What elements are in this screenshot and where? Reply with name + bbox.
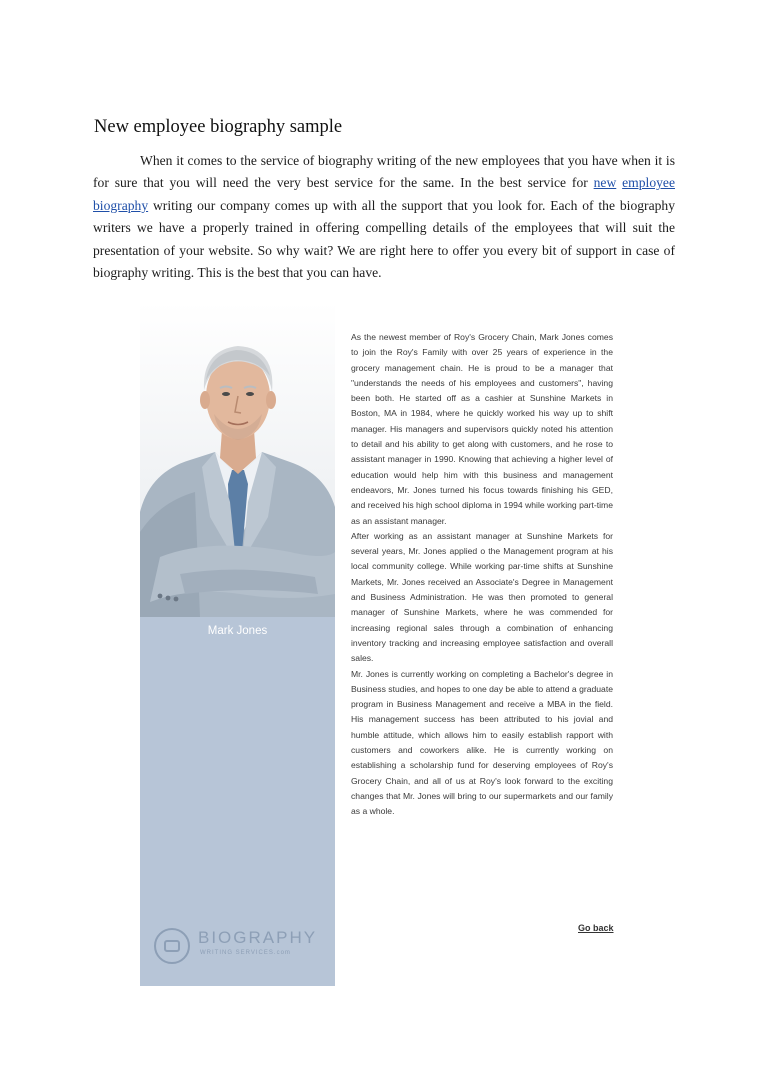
link-new[interactable]: new xyxy=(593,175,617,191)
go-back-link[interactable]: Go back xyxy=(578,923,614,933)
bio-sample-image xyxy=(140,302,630,986)
logo-name: BIOGRAPHY xyxy=(198,928,318,947)
person-name-caption: Mark Jones xyxy=(207,625,268,637)
profile-sidebar xyxy=(140,302,335,986)
biography-logo xyxy=(154,924,329,972)
intro-text-end: writing our company comes up with all the support that you look for. Each of the biography writers we have a properly trained in offering compelling details of the employees that will suit the presentation of your website. So why wait? We are right here to offer you every bit of support in case of biography writing. This is the best that you can have. xyxy=(93,197,675,281)
link-biography[interactable]: biography xyxy=(93,197,149,213)
document-title: New employee biography sample xyxy=(94,117,343,137)
portrait-illustration xyxy=(140,302,335,617)
bio-paragraph: After working as an assistant manager at Sunshine Markets for several years, Mr. Jones applied o the Management program at his local community college. While working par-time shifts at Sunshine Markets, Mr. Jones received an Associate's Degree in Management and Business Administration. He was then promoted to general manager of Sunshine Markets, where he was commended for increasing regional sales through a combination of enhancing inventory tracking and increasing employee satisfaction and overall sales. xyxy=(351,530,613,664)
bio-paragraph: As the newest member of Roy's Grocery Chain, Mark Jones comes to join the Roy's Family with over 25 years of experience in the grocery management chain. He is proud to be a manager that "understands the needs of his employees and customers", having been both. He started off as a cashier at Sunshine Markets in Boston, MA in 1984, where he quickly worked his way up to shift manager. His managers and supervisors quickly noted his attention to detail and his ability to get along with customers, and he rose to assistant manager in 1990. Knowing that achieving a higher level of education would help him with this business and management endeavors, Mr. Jones turned his focus towards finishing his GED, and received his high school diploma in 1994 while working part-time as an assistant manager. xyxy=(351,332,613,526)
bio-paragraph: Mr. Jones is currently working on completing a Bachelor's degree in Business studies, and hopes to one day be able to attend a graduate program in Business Management and receive a MBA in the field. His management success has been attributed to his jovial and humble attitude, which allows him to easily establish rapport with customers and coworkers alike. He is currently working on establishing a scholarship fund for deserving employees of Roy's Grocery Chain, and all of us at Roy's look forward to the exciting changes that Mr. Jones will bring to our supermarkets and our family as a whole. xyxy=(351,668,613,817)
logo-icon xyxy=(154,928,190,964)
intro-paragraph xyxy=(93,150,675,284)
profile-photo xyxy=(140,302,335,617)
link-employee[interactable]: employee xyxy=(622,175,675,191)
logo-subtitle: WRITING SERVICES.com xyxy=(200,950,291,956)
bio-text-block xyxy=(351,330,613,820)
intro-text-start: When it comes to the service of biography writing of the new employees that you have when it is for sure that you will need the very best service for the same. In the best service for xyxy=(93,153,675,191)
